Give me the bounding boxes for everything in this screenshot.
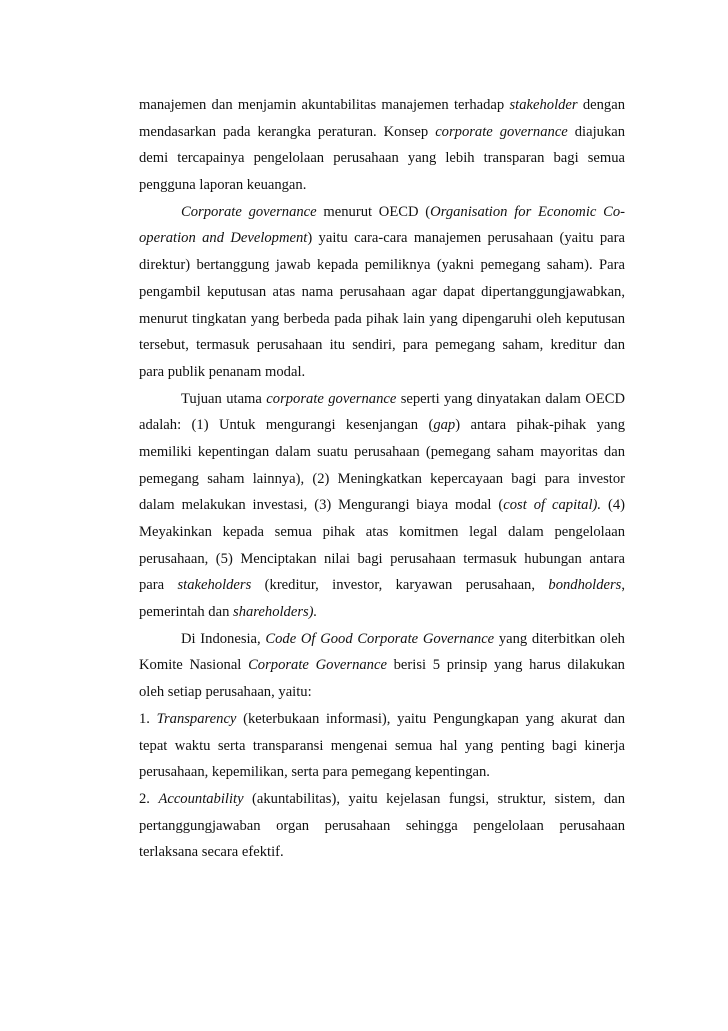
- text-line: pengguna laporan keuangan.: [139, 177, 307, 194]
- text-line: pemegang saham lainnya), (2) Meningkatkan kepercayaan bagi para investor: [139, 470, 625, 487]
- list-item-line: 2. Accountability (akuntabilitas), yaitu kejelasan fungsi, struktur, sistem, dan: [139, 790, 625, 807]
- text-line: tepat waktu serta transparansi mengenai semua hal yang penting bagi kinerja: [139, 737, 625, 754]
- text-line: dalam melakukan investasi, (3) Mengurangi biaya modal (cost of capital). (4): [139, 497, 626, 514]
- text-line: operation and Development) yaitu cara-cara manajemen perusahaan (yaitu para: [139, 230, 625, 247]
- paragraph-start-line: Di Indonesia, Code Of Good Corporate Governance yang diterbitkan oleh: [181, 630, 625, 647]
- text-line: Komite Nasional Corporate Governance berisi 5 prinsip yang harus dilakukan: [139, 657, 625, 674]
- text-line: mendasarkan pada kerangka peraturan. Konsep corporate governance diajukan: [139, 123, 626, 140]
- text-line: oleh setiap perusahaan, yaitu:: [139, 684, 312, 701]
- text-line: memiliki kepentingan dalam suatu perusahaan (pemegang saham mayoritas dan: [139, 443, 625, 460]
- list-item-line: 1. Transparency (keterbukaan informasi), yaitu Pengungkapan yang akurat dan: [139, 710, 626, 727]
- text-line: Meyakinkan kepada semua pihak atas komitmen legal dalam pengelolaan: [139, 524, 625, 540]
- text-line: adalah: (1) Untuk mengurangi kesenjangan (gap) antara pihak-pihak yang: [139, 417, 625, 434]
- paragraph-start-line: Corporate governance menurut OECD (Organisation for Economic Co-: [181, 203, 625, 220]
- text-line: pengambil keputusan atas nama perusahaan agar dapat dipertanggungjawabkan,: [139, 283, 625, 300]
- text-line: manajemen dan menjamin akuntabilitas manajemen terhadap stakeholder dengan: [139, 97, 626, 113]
- text-line: para publik penanam modal.: [139, 363, 306, 380]
- text-line: pemerintah dan shareholders).: [139, 604, 318, 621]
- text-line: menurut tingkatan yang berbeda pada pihak lain yang dipengaruhi oleh keputusan: [139, 310, 625, 327]
- text-line: direktur) bertanggung jawab kepada pemiliknya (yakni pemegang saham). Para: [139, 257, 625, 274]
- text-line: terlaksana secara efektif.: [139, 844, 284, 861]
- text-line: pertanggungjawaban organ perusahaan sehingga pengelolaan perusahaan: [139, 817, 625, 834]
- text-line: demi tercapainya pengelolaan perusahaan yang lebih transparan bagi semua: [139, 150, 625, 167]
- text-line: perusahaan, (5) Menciptakan nilai bagi perusahaan termasuk hubungan antara: [139, 550, 625, 567]
- text-line: perusahaan, kepemilikan, serta para pemegang kepentingan.: [139, 764, 490, 781]
- paragraph-start-line: Tujuan utama corporate governance seperti yang dinyatakan dalam OECD: [181, 390, 626, 407]
- document-page: [139, 92, 625, 866]
- text-line: tersebut, termasuk perusahaan itu sendiri, para pemegang saham, kreditur dan: [139, 337, 625, 354]
- text-line: para stakeholders (kreditur, investor, karyawan perusahaan, bondholders,: [139, 577, 626, 594]
